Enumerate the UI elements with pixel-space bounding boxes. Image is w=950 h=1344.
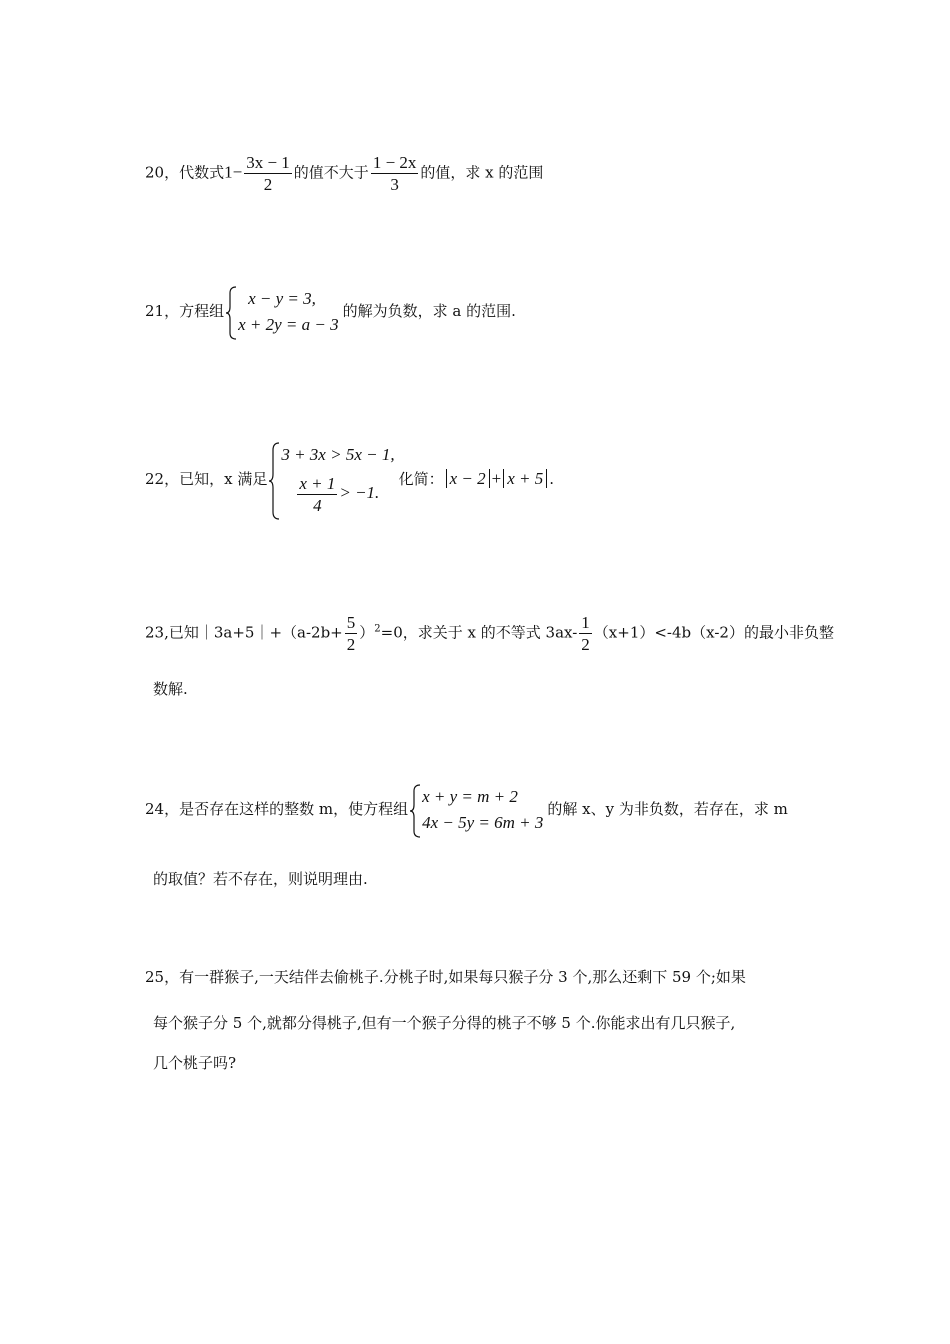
equation-line: x + 2y = a − 3 [238, 315, 339, 334]
question-text: 已知，x 满足 [179, 470, 268, 488]
absolute-value: x + 5 [503, 469, 547, 488]
fraction-denominator: 2 [581, 635, 590, 654]
question-number: 22， [145, 470, 180, 488]
fraction-numerator: 1 [581, 613, 590, 632]
question-21 [145, 286, 516, 338]
question-number: 24， [145, 800, 180, 818]
equation-system [226, 286, 339, 338]
fraction [297, 473, 337, 516]
question-text: 是否存在这样的整数 m，使方程组 [179, 800, 409, 818]
question-24-continuation: 的取值？若不存在，则说明理由. [153, 870, 368, 888]
fraction [579, 612, 592, 655]
question-text: 化简： [398, 470, 444, 488]
fraction-denominator: 2 [263, 175, 273, 194]
fraction-denominator: 3 [390, 175, 399, 194]
equation-line: 4x − 5y = 6m + 3 [422, 813, 544, 832]
equation-system [269, 442, 394, 518]
question-22 [145, 442, 554, 518]
left-brace-icon [269, 442, 281, 520]
fraction-numerator: 1 − 2x [372, 153, 417, 172]
equation-line: x − y = 3, [248, 289, 316, 308]
math-operator: + [491, 469, 502, 488]
question-23 [145, 612, 834, 655]
question-23-continuation: 数解. [153, 680, 188, 698]
fraction-denominator: 4 [313, 495, 322, 515]
question-text: 已知｜3a+5｜+（a-2b+ [168, 623, 343, 642]
math-term: 1 [224, 162, 233, 182]
question-25-continuation: 几个桃子吗? [153, 1054, 237, 1072]
fraction [345, 612, 358, 655]
left-brace-icon [226, 286, 238, 340]
fraction-numerator: x + 1 [299, 473, 336, 493]
fraction [244, 152, 292, 195]
question-24 [145, 784, 788, 836]
fraction-denominator: 2 [346, 635, 356, 654]
question-20 [145, 152, 543, 195]
question-number: 21， [145, 302, 180, 320]
question-number: 20， [145, 163, 180, 182]
equation-system [410, 784, 543, 836]
question-text: ） [359, 623, 375, 642]
question-number: 23, [145, 623, 169, 642]
superscript: 2 [374, 623, 381, 635]
equation-tail: > −1. [339, 483, 380, 502]
question-text: 的解为负数，求 a 的范围. [342, 302, 516, 320]
question-text: （x+1）<-4b（x-2）的最小非负整 [593, 623, 834, 642]
fraction-numerator: 5 [346, 613, 356, 632]
question-text: 的解 x、y 为非负数，若存在，求 m [547, 800, 788, 818]
question-text: 的值不大于 [293, 163, 369, 182]
question-text: 的值，求 x 的范围 [420, 163, 544, 182]
question-text: 方程组 [179, 302, 225, 320]
absolute-value: x − 2 [446, 469, 490, 488]
question-text: =0，求关于 x 的不等式 3ax- [380, 623, 578, 642]
equation-line [281, 468, 394, 518]
equation-line: x + y = m + 2 [422, 787, 518, 806]
fraction [371, 152, 419, 195]
question-text: 代数式 [179, 163, 225, 182]
question-25: 25，有一群猴子,一天结伴去偷桃子.分桃子时,如果每只猴子分 3 个,那么还剩下 59 个;如果 [145, 968, 746, 986]
punctuation: . [549, 470, 555, 488]
equation-line: 3 + 3x > 5x − 1, [281, 445, 395, 464]
fraction-numerator: 3x − 1 [246, 153, 290, 172]
math-operator: − [232, 162, 243, 182]
left-brace-icon [410, 784, 422, 838]
question-25-continuation: 每个猴子分 5 个,就都分得桃子,但有一个猴子分得的桃子不够 5 个.你能求出有几只猴子, [153, 1014, 736, 1032]
